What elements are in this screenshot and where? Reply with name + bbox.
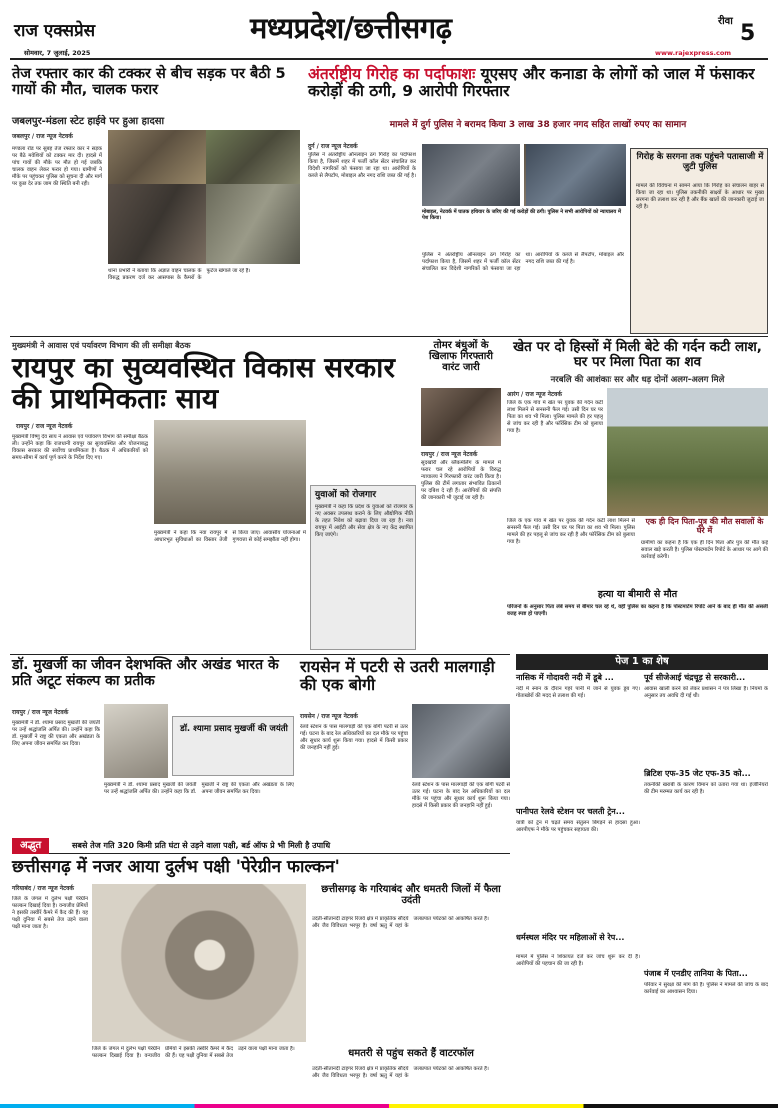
- box-gang-body: मामले की विवेचना में सामने आया कि गिरोह का संचालन बाहर से किया जा रहा था। पुलिस तकनीकी साक्ष्यों के आधार पर मुख्य सरगना की तलाश कर रही है और बैंक खातों की जानकारी जुटाई जा रही है।: [636, 183, 764, 211]
- cont-b6: परिवार ने सुरक्षा की मांग की है। पुलिस ने मामले की जांच के बाद कार्रवाई का आश्वासन दिया।: [644, 982, 768, 996]
- mukherjee-byline: रायपुर / राज न्यूज नेटवर्क: [12, 709, 69, 716]
- masthead: [0, 0, 778, 62]
- derail-body-2: रेलवे स्टेशन के पास मालगाड़ी की एक बोगी पटरी से उतर गई। घटना के बाद रेल अधिकारियों का दल मौके पर पहुंचा और सुधार कार्य शुरू किया गया। हादसे में किसी प्रकार की जनहानि नहीं हुई।: [412, 782, 510, 810]
- box-gang-headline: गिरोह के सरगना तक पहुंचने पतासाजी में जुटी पुलिस: [636, 152, 764, 172]
- story-derail: [300, 658, 510, 834]
- box-gang-leader: [630, 148, 768, 334]
- warrant-headline: तोमर बंधुओं के खिलाफ गिरफ्तारी वारंट जारी: [428, 340, 493, 374]
- farm-byline: आरंग / राज न्यूज नेटवर्क: [507, 391, 562, 398]
- cont-h3: धर्मस्थल मंदिर पर महिलाओं से रेप...: [516, 933, 625, 942]
- farm-body: जिले के एक गांव में खेत पर युवक की गर्दन कटी लाश मिलने से सनसनी फैल गई। उसी दिन घर पर पिता का शव भी मिला। पुलिस मामले की हर पहलू से जांच कर रही है और फॉरेंसिक टीम को बुलाया गया है।: [507, 400, 603, 435]
- falcon-body-2: जिले के जंगल में दुर्लभ पक्षी पेरेग्रीन फाल्कन दिखाई दिया है। वन्यजीव प्रेमियों ने इसकी तस्वीरें कैमरे में कैद की हैं। यह पक्षी दुनिया में सबसे तेज उड़ने वाला पक्षी माना जाता है।: [92, 1046, 295, 1060]
- fraud-kicker: अंतर्राष्ट्रीय गिरोह का पर्दाफाशः: [308, 65, 476, 83]
- section-title: मध्यप्रदेश/छत्तीसगढ़: [250, 11, 452, 45]
- fraud-byline: दुर्ग / राज न्यूज नेटवर्क: [308, 143, 358, 150]
- box-youth-jobs: [310, 485, 416, 650]
- mukherjee-caption-box: [172, 716, 294, 776]
- divider-row2: [10, 654, 510, 655]
- story-cows: [12, 66, 300, 334]
- cows-photo-3: [108, 184, 206, 264]
- page1-continued-title: पेज 1 का शेष: [516, 654, 768, 670]
- raipur-kicker: मुख्यमंत्री ने आवास एवं पर्यावरण विभाग की ली समीक्षा बैठक: [12, 341, 191, 350]
- divider-row1: [10, 336, 768, 337]
- raipur-byline: रायपुर / राज न्यूज नेटवर्क: [16, 423, 73, 430]
- falcon-sub2: धमतरी से पहुंच सकते हैं वाटरफॉल: [348, 1048, 474, 1059]
- warrant-photo: [421, 388, 501, 446]
- farm-body-2: जिले के एक गांव में खेत पर युवक की गर्दन कटी लाश मिलने से सनसनी फैल गई। उसी दिन घर पर पिता का शव भी मिला। पुलिस मामले की हर पहलू से जांच कर रही है और फॉरेंसिक टीम को बुलाया गया है।: [507, 518, 635, 546]
- paper-name: राज एक्सप्रेस: [14, 21, 96, 41]
- box-father-son-headline: एक ही दिन पिता-पुत्र की मौत सवालों के घेरे में: [645, 517, 764, 535]
- cont-b5: तकनीकी खराबी के कारण विमान को उतारा गया था। इंजीनियरों की टीम मरम्मत कार्य कर रही है।: [644, 782, 768, 796]
- cont-h2: पानीपत रेलवे स्टेशन पर चलती ट्रेन...: [516, 807, 625, 816]
- page-number: 5: [740, 21, 756, 46]
- mukherjee-body: मुख्यमंत्री ने डॉ. श्यामा प्रसाद मुखर्जी की जयंती पर उन्हें श्रद्धांजलि अर्पित की। उन्होंने कहा कि डॉ. मुखर्जी ने राष्ट्र की एकता और अखंडता के लिए अपना जीवन समर्पित कर दिया।: [12, 720, 100, 748]
- box-father-son-body: ग्रामीणों का कहना है कि एक ही दिन पिता और पुत्र की मौत कई सवाल खड़े करती है। पुलिस पोस्टमार्टम रिपोर्ट के आधार पर आगे की कार्रवाई करेगी।: [641, 540, 768, 561]
- farm-headline: खेत पर दो हिस्सों में मिली बेटे की गर्दन कटी लाश, घर पर मिला पिता का शव: [513, 339, 762, 371]
- box-murder-body: परिजनों के अनुसार पिता लंबे समय से बीमार चल रहे थे, वहीं पुलिस का कहना है कि पोस्टमार्टम रिपोर्ट आने के बाद ही मौत की असली वजह स्पष्ट हो पाएगी।: [507, 604, 768, 618]
- raipur-body-2: मुख्यमंत्री ने कहा कि नवा रायपुर में आधारभूत सुविधाओं का विस्तार तेजी से किया जाए। आवासीय योजनाओं में गुणवत्ता से कोई समझौता नहीं होगा।: [154, 530, 306, 544]
- fraud-photo-1: [422, 144, 520, 206]
- raipur-body: मुख्यमंत्री विष्णु देव साय ने आवास एवं पर्यावरण विभाग की समीक्षा बैठक ली। उन्होंने कहा कि राजधानी रायपुर का सुव्यवस्थित और योजनाबद्ध विकास सरकार की सर्वोच्च प्राथमिकता है। बैठक में अधिकारियों को समय-सीमा में कार्य पूर्ण करने के निर्देश दिए गए।: [12, 434, 148, 462]
- raipur-meeting-photo: [154, 420, 306, 524]
- derail-photo: [412, 704, 510, 778]
- cows-body: मण्डला रोड पर सुबह तेज रफ्तार कार ने सड़क पर बैठे मवेशियों को टक्कर मार दी। हादसे में पांच गायों की मौके पर मौत हो गई जबकि चालक वाहन लेकर फरार हो गया। ग्रामीणों ने मौके पर पहुंचकर पुलिस को सूचना दी और मार्ग पर कुछ देर तक जाम की स्थिति बनी रही।: [12, 146, 102, 188]
- falcon-kicker: अद्भुत: [12, 838, 49, 854]
- story-warrant: [421, 340, 501, 650]
- cont-h4: पूर्व सीजेआई चंद्रचूड़ से सरकारी...: [644, 673, 746, 682]
- cont-b3: मामले में पुलिस ने शिकायत दर्ज कर जांच शुरू कर दी है। आरोपियों की पहचान की जा रही है।: [516, 954, 640, 968]
- fraud-photo-3: [526, 144, 626, 206]
- fraud-photo-caption: मोबाइल, नेटवर्क में घातक हथियार के जरिए की गई करोड़ों की ठगी। पुलिस ने सभी आरोपियों को न्यायालय में पेश किया।: [422, 209, 621, 222]
- issue-date: सोमवार, 7 जुलाई, 2025: [24, 49, 91, 57]
- warrant-byline: रायपुर / राज न्यूज नेटवर्क: [421, 451, 478, 458]
- warrant-body: सूदखोरी और ब्लैकमेलिंग के मामले में फरार चल रहे आरोपियों के विरुद्ध न्यायालय ने गिरफ्तारी वारंट जारी किया है। पुलिस की टीमें लगातार संभावित ठिकानों पर दबिश दे रही हैं। आरोपियों की संपत्ति की जानकारी भी जुटाई जा रही है।: [421, 460, 501, 502]
- fraud-body: पुलिस ने अंतर्राष्ट्रीय ऑनलाइन ठग गिरोह का पर्दाफाश किया है, जिसमें शहर में फर्जी कॉल सेंटर संचालित कर विदेशी नागरिकों को फंसाया जा रहा था। आरोपियों के कब्जे से लैपटॉप, मोबाइल और नगद राशि जब्त की गई है।: [308, 152, 416, 180]
- derail-body: रेलवे स्टेशन के पास मालगाड़ी की एक बोगी पटरी से उतर गई। घटना के बाद रेल अधिकारियों का दल मौके पर पहुंचा और सुधार कार्य शुरू किया गया। हादसे में किसी प्रकार की जनहानि नहीं हुई।: [300, 724, 408, 752]
- box-murder-or-illness: [507, 590, 768, 648]
- masthead-rule: [10, 58, 768, 60]
- falcon-photo: [92, 884, 306, 1042]
- cows-byline: जबलपुर / राज न्यूज नेटवर्क: [12, 133, 73, 140]
- cont-h1: नासिक में गोदावरी नदी में डूबे ...: [516, 673, 614, 682]
- derail-byline: रायसेन / राज न्यूज नेटवर्क: [300, 713, 358, 720]
- cows-body-2: थाना प्रभारी ने बताया कि अज्ञात वाहन चालक के विरुद्ध प्रकरण दर्ज कर आसपास के कैमरों के फुटेज खंगाले जा रहे हैं।: [108, 268, 251, 282]
- website-link[interactable]: www.rajexpress.com: [655, 49, 732, 57]
- mukherjee-caption: डॉ. श्यामा प्रसाद मुखर्जी की जयंती: [180, 724, 288, 734]
- cows-headline: तेज रफ्तार कार की टक्कर से बीच सड़क पर बैठी 5 गायों की मौत, चालक फरार: [12, 66, 286, 99]
- cows-photo-1: [108, 130, 206, 184]
- story-mukherjee: [12, 658, 294, 834]
- cont-b1: नदी में स्नान के दौरान गहरे पानी में जाने से युवक डूब गए। गोताखोरों की मदद से तलाश की गई।: [516, 686, 640, 700]
- cont-h6: पंजाब में एनडीए तानिया के पिता...: [644, 969, 748, 978]
- page1-continued: [516, 654, 768, 1104]
- story-raipur: [12, 340, 416, 650]
- story-farm: [507, 340, 768, 650]
- farm-dek: नरबलि की आशंकाः सर और धड़ दोनों अलग-अलग मिले: [550, 375, 725, 385]
- cows-photo-4: [206, 184, 300, 264]
- edition-city: रीवा: [718, 16, 733, 27]
- fraud-headline: [308, 66, 768, 101]
- box-youth-body: मुख्यमंत्री ने कहा कि प्रदेश के युवाओं को रोजगार के नए अवसर उपलब्ध कराने के लिए औद्योगिक नीति के तहत निवेश को बढ़ावा दिया जा रहा है। नवा रायपुर में आईटी और सेवा क्षेत्र के नए केंद्र स्थापित किए जाएंगे।: [315, 504, 413, 539]
- falcon-sub2-body: उदंती-सीतानदी टाइगर रिजर्व क्षेत्र में प्राकृतिक सौंदर्य और जैव विविधता भरपूर है। वर्षा ऋतु में यहां के जलप्रपात पर्यटकों को आकर्षित करते हैं।: [312, 1066, 489, 1080]
- box-murder-headline: हत्या या बीमारी से मौत: [597, 589, 678, 600]
- cont-b4: आवास खाली करने को लेकर प्रशासन ने पत्र लिखा है। नियमों के अनुसार तय अवधि दी गई थी।: [644, 686, 768, 700]
- falcon-sub1-body: उदंती-सीतानदी टाइगर रिजर्व क्षेत्र में प्राकृतिक सौंदर्य और जैव विविधता भरपूर है। वर्षा ऋतु में यहां के जलप्रपात पर्यटकों को आकर्षित करते हैं।: [312, 916, 489, 930]
- falcon-kicker-bar: [12, 838, 510, 854]
- farm-photo: [607, 388, 768, 516]
- fraud-headline-text: यूएसए और कनाडा के लोगों को जाल में फंसाकर करोड़ों की ठगी, 9 आरोपी गिरफ्तार: [308, 65, 755, 101]
- cows-dek: जबलपुर-मंडला स्टेट हाईवे पर हुआ हादसा: [12, 116, 165, 127]
- fraud-body-2: पुलिस ने अंतर्राष्ट्रीय ऑनलाइन ठग गिरोह का पर्दाफाश किया है, जिसमें शहर में फर्जी कॉल सेंटर संचालित कर विदेशी नागरिकों को फंसाया जा रहा था। आरोपियों के कब्जे से लैपटॉप, मोबाइल और नगद राशि जब्त की गई है।: [422, 252, 624, 273]
- mukherjee-headline: डॉ. मुखर्जी का जीवन देशभक्ति और अखंड भारत के प्रति अटूट संकल्प का प्रतीक: [12, 657, 279, 689]
- falcon-sub1: छत्तीसगढ़ के गरियाबंद और धमतरी जिलों में फैला उदंती: [321, 884, 501, 907]
- print-registration-strip: [0, 1104, 778, 1108]
- mukherjee-photo: [104, 704, 168, 778]
- box-father-son: [641, 518, 768, 586]
- story-falcon: [12, 838, 510, 1104]
- derail-headline: रायसेन में पटरी से उतरी मालगाड़ी की एक बोगी: [300, 657, 495, 694]
- cows-photo-2: [206, 130, 300, 184]
- falcon-kicker-line: सबसे तेज गति 320 किमी प्रति घंटा से उड़ने वाला पक्षी, बर्ड ऑफ प्रे भी मिली है उपाधि: [72, 841, 331, 850]
- cont-b2: यात्री को ट्रेन में चढ़ते समय संतुलन बिगड़ने से हादसा हुआ। आरपीएफ ने मौके पर पहुंचकर सहायता की।: [516, 820, 640, 834]
- mukherjee-body-2: मुख्यमंत्री ने डॉ. श्यामा प्रसाद मुखर्जी की जयंती पर उन्हें श्रद्धांजलि अर्पित की। उन्होंने कहा कि डॉ. मुखर्जी ने राष्ट्र की एकता और अखंडता के लिए अपना जीवन समर्पित कर दिया।: [104, 782, 294, 796]
- falcon-headline: छत्तीसगढ़ में नजर आया दुर्लभ पक्षी 'पेरेग्रीन फाल्कन': [12, 857, 340, 877]
- box-youth-headline: युवाओं को रोजगार: [315, 490, 377, 500]
- raipur-headline: रायपुर का सुव्यवस्थित विकास सरकार की प्राथमिकताः साय: [12, 351, 395, 415]
- fraud-dek: मामले में दुर्ग पुलिस ने बरामद किया 3 लाख 38 हजार नगद सहित लाखों रुपए का सामान: [389, 120, 687, 130]
- falcon-body: जिले के जंगल में दुर्लभ पक्षी पेरेग्रीन फाल्कन दिखाई दिया है। वन्यजीव प्रेमियों ने इसकी तस्वीरें कैमरे में कैद की हैं। यह पक्षी दुनिया में सबसे तेज उड़ने वाला पक्षी माना जाता है।: [12, 896, 88, 931]
- cont-h5: ब्रिटिश एफ-35 जेट एफ-35 को...: [644, 769, 751, 778]
- falcon-byline: गरियाबंद / राज न्यूज नेटवर्क: [12, 885, 75, 892]
